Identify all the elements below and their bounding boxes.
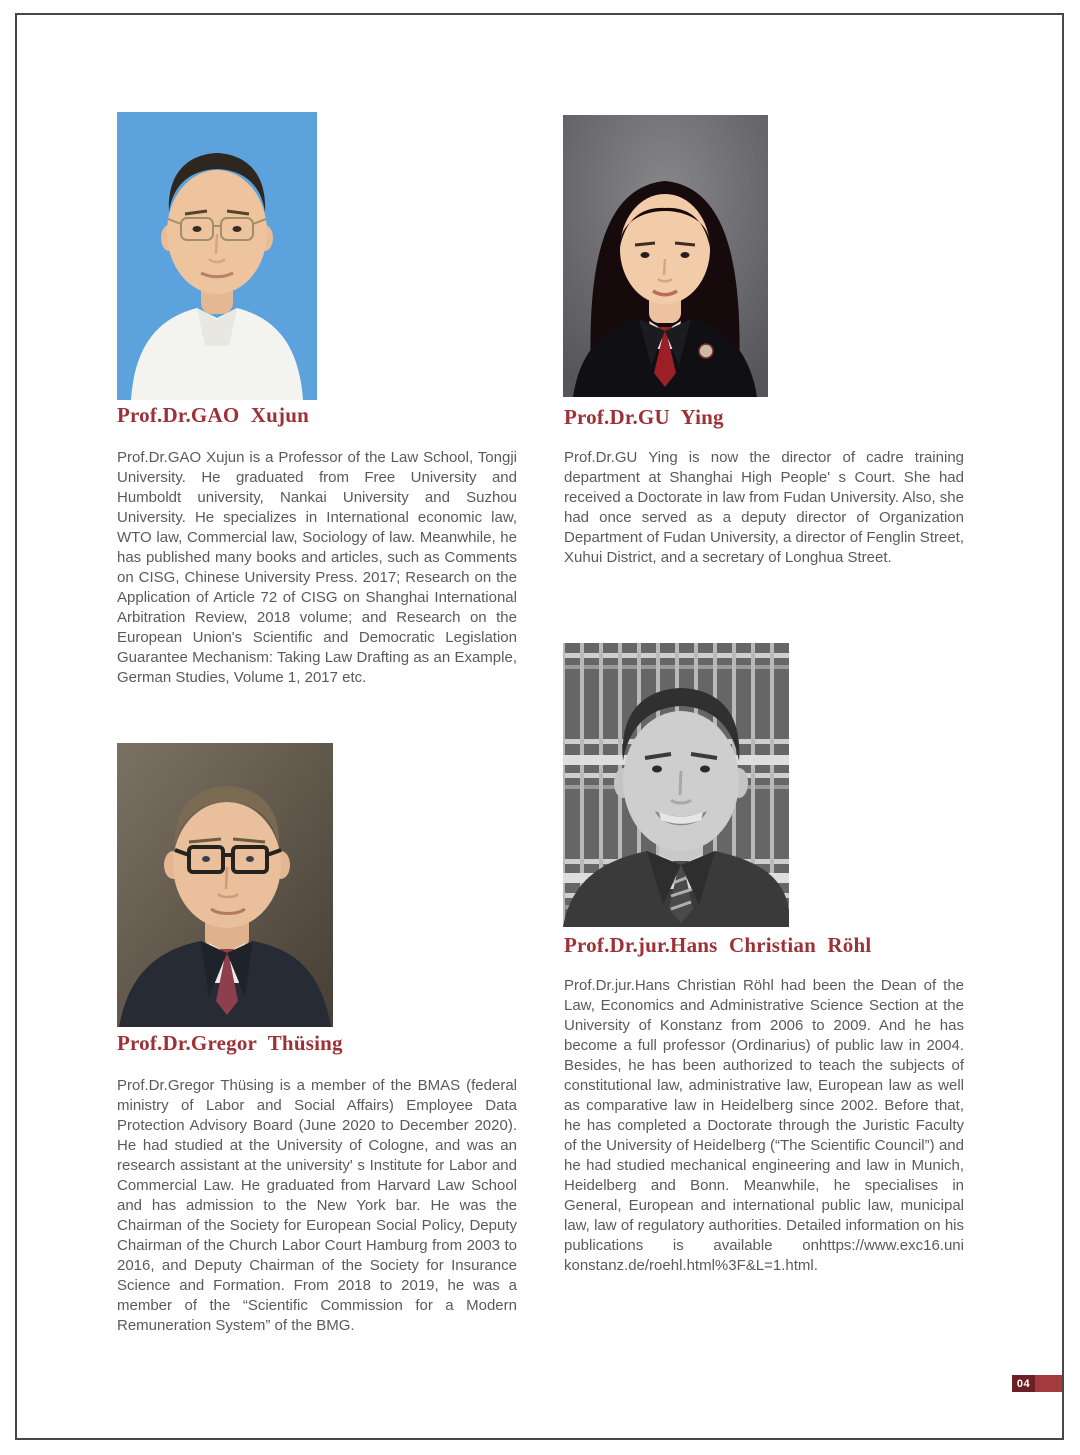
portrait-illustration-hans-christian-roehl	[563, 643, 789, 927]
portrait-illustration-gu-ying	[563, 115, 768, 397]
profile-name-hans-christian-roehl: Prof.Dr.jur.Hans Christian Röhl	[564, 933, 872, 957]
page-number-bar	[1035, 1375, 1062, 1392]
portrait-photo-hans-christian-roehl	[563, 643, 789, 927]
profile-bio-hans-christian-roehl: Prof.Dr.jur.Hans Christian Röhl had been the Dean of the Law, Economics and Administrative Science Section at the University of Konstanz from 2006 to 2009. And he has become a full professor (Ordinarius) of public law in 2004. Besides, he has been authorized to teach the subjects of constitutional law, administrative law, European law as well as comparative law in Heidelberg since 2002. Before that, he has completed a Doctorate through the Juristic Faculty of the University of Heidelberg (“The Scientific Council”) and he had studied mechanical engineering and law in Munich, Heidelberg and Bonn. Meanwhile, he specialises in General, European and international public law, municipal law, law of regulatory authorities. Detailed information on his publications is available onhttps://www.exc16.uni konstanz.de/roehl.html%3F&L=1.html.	[564, 977, 964, 1274]
profile-bio-gu-ying: Prof.Dr.GU Ying is now the director of cadre training department at Shanghai High People' s Court. She had received a Doctorate in law from Fudan University. Also, she had once served as a deputy director of Organization Department of Fudan University, a director of Fenglin Street, Xuhui District, and a secretary of Longhua Street.	[564, 449, 964, 566]
profile-name-gao-xujun: Prof.Dr.GAO Xujun	[117, 403, 310, 427]
profile-bio-gao-xujun: Prof.Dr.GAO Xujun is a Professor of the Law School, Tongji University. He graduated from Free University and Humboldt university, Nankai University and Suzhou University. He specializes in International economic law, WTO law, Commercial law, Sociology of law. Meanwhile, he has published many books and articles, such as Comments on CISG, Chinese University Press. 2017; Research on the Application of Article 72 of CISG on Shanghai International Arbitration Review, 2018 volume; and Research on the European Union's Scientific and Democratic Legislation Guarantee Mechanism: Taking Law Drafting as an Example, German Studies, Volume 1, 2017 etc.	[117, 449, 517, 686]
portrait-photo-gu-ying	[563, 115, 768, 397]
portrait-photo-gao-xujun	[117, 112, 317, 400]
portrait-photo-gregor-thuesing	[117, 743, 333, 1027]
profile-name-gu-ying: Prof.Dr.GU Ying	[564, 405, 724, 429]
portrait-illustration-gao-xujun	[117, 112, 317, 400]
profile-name-gregor-thuesing: Prof.Dr.Gregor Thüsing	[117, 1031, 343, 1055]
profile-bio-gregor-thuesing: Prof.Dr.Gregor Thüsing is a member of the BMAS (federal ministry of Labor and Social Affairs) Employee Data Protection Advisory Board (June 2020 to December 2020). He had studied at the University of Cologne, and was an research assistant at the university' s Institute for Labor and Commercial Law. He graduated from Harvard Law School and has admission to the New York bar. He was the Chairman of the Society for European Social Policy, Deputy Chairman of the Church Labor Court Hamburg from 2003 to 2016, and Deputy Chairman of the Society for Insurance Science and Formation. From 2018 to 2019, he was a member of the “Scientific Commission for a Modern Remuneration System” of the BMG.	[117, 1077, 517, 1334]
page-number-badge	[1012, 1375, 1062, 1392]
portrait-illustration-gregor-thuesing	[117, 743, 333, 1027]
page-number: 04	[1012, 1375, 1035, 1392]
